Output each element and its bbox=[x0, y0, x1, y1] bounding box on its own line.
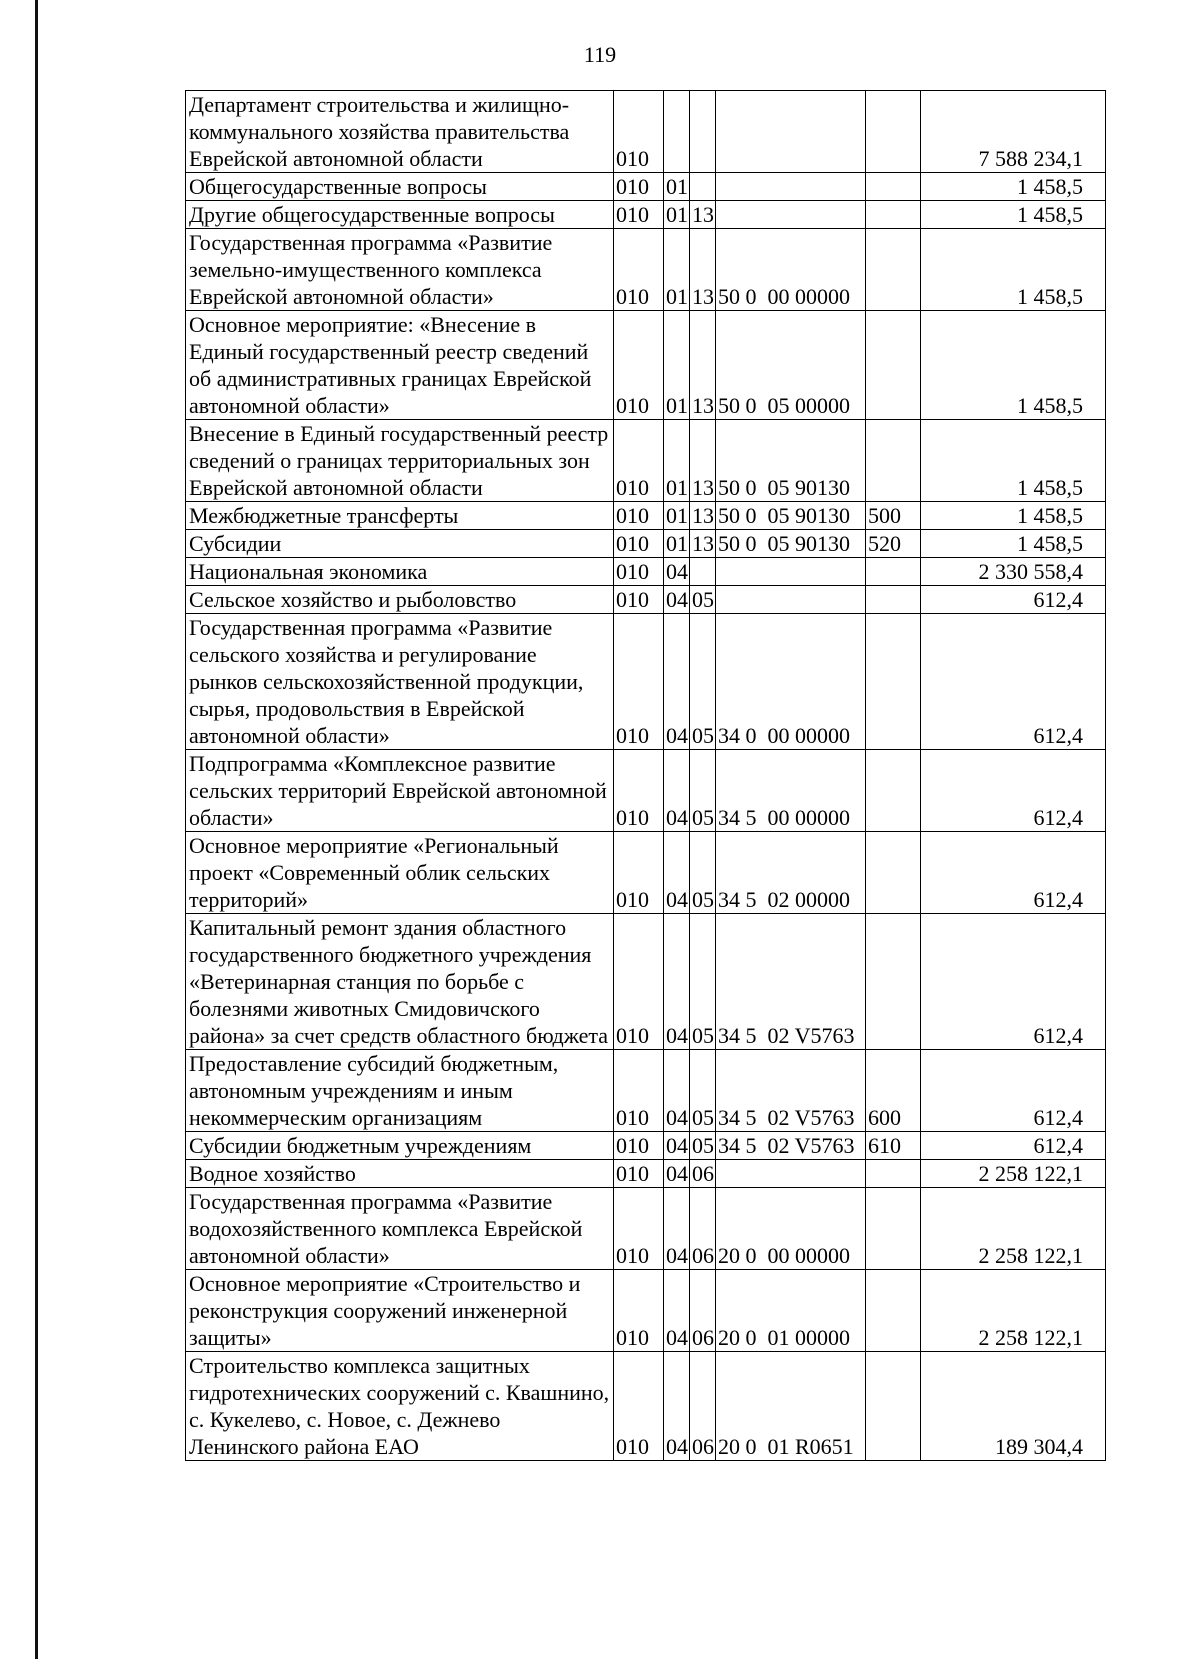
row-grbs-code: 010 bbox=[614, 201, 664, 229]
row-amount: 189 304,4 bbox=[921, 1352, 1106, 1461]
row-grbs-code: 010 bbox=[614, 91, 664, 173]
row-subsection-code: 05 bbox=[690, 914, 716, 1050]
row-expense-type-code bbox=[866, 586, 921, 614]
row-grbs-code: 010 bbox=[614, 558, 664, 586]
row-section-code: 04 bbox=[664, 914, 690, 1050]
row-subsection-code: 06 bbox=[690, 1270, 716, 1352]
row-name: Субсидии бюджетным учреждениям bbox=[186, 1132, 614, 1160]
row-target-article-code: 20 0 00 00000 bbox=[716, 1188, 866, 1270]
row-target-article-code bbox=[716, 558, 866, 586]
row-subsection-code: 13 bbox=[690, 201, 716, 229]
row-expense-type-code bbox=[866, 914, 921, 1050]
row-expense-type-code bbox=[866, 91, 921, 173]
row-target-article-code: 50 0 05 90130 bbox=[716, 420, 866, 502]
row-amount: 612,4 bbox=[921, 832, 1106, 914]
row-subsection-code: 06 bbox=[690, 1352, 716, 1461]
row-grbs-code: 010 bbox=[614, 914, 664, 1050]
row-grbs-code: 010 bbox=[614, 1160, 664, 1188]
row-expense-type-code bbox=[866, 1188, 921, 1270]
row-amount: 1 458,5 bbox=[921, 201, 1106, 229]
row-subsection-code: 13 bbox=[690, 229, 716, 311]
row-name: Внесение в Единый государственный реестр сведений о границах территориальных зон Еврейской автономной области bbox=[186, 420, 614, 502]
row-section-code: 04 bbox=[664, 1160, 690, 1188]
row-section-code: 04 bbox=[664, 1132, 690, 1160]
row-expense-type-code bbox=[866, 1352, 921, 1461]
row-name: Межбюджетные трансферты bbox=[186, 502, 614, 530]
row-grbs-code: 010 bbox=[614, 614, 664, 750]
row-section-code: 01 bbox=[664, 530, 690, 558]
row-expense-type-code bbox=[866, 558, 921, 586]
row-grbs-code: 010 bbox=[614, 1050, 664, 1132]
table-row bbox=[186, 173, 1106, 201]
row-section-code: 01 bbox=[664, 201, 690, 229]
row-expense-type-code: 520 bbox=[866, 530, 921, 558]
table-row bbox=[186, 1160, 1106, 1188]
row-amount: 612,4 bbox=[921, 586, 1106, 614]
table-row bbox=[186, 750, 1106, 832]
scan-edge-line bbox=[35, 0, 38, 1659]
row-subsection-code: 05 bbox=[690, 1050, 716, 1132]
row-name: Общегосударственные вопросы bbox=[186, 173, 614, 201]
row-target-article-code: 34 5 02 00000 bbox=[716, 832, 866, 914]
row-target-article-code: 34 5 02 V5763 bbox=[716, 1132, 866, 1160]
page-number: 119 bbox=[583, 42, 617, 67]
table-row bbox=[186, 558, 1106, 586]
row-target-article-code bbox=[716, 586, 866, 614]
table-row bbox=[186, 832, 1106, 914]
table-row bbox=[186, 586, 1106, 614]
row-section-code: 01 bbox=[664, 229, 690, 311]
row-amount: 2 330 558,4 bbox=[921, 558, 1106, 586]
row-name: Национальная экономика bbox=[186, 558, 614, 586]
row-name: Другие общегосударственные вопросы bbox=[186, 201, 614, 229]
row-amount: 1 458,5 bbox=[921, 229, 1106, 311]
row-name: Сельское хозяйство и рыболовство bbox=[186, 586, 614, 614]
row-name: Государственная программа «Развитие земельно-имущественного комплекса Еврейской автономной области» bbox=[186, 229, 614, 311]
table-row bbox=[186, 1132, 1106, 1160]
row-amount: 1 458,5 bbox=[921, 530, 1106, 558]
row-amount: 2 258 122,1 bbox=[921, 1270, 1106, 1352]
row-amount: 1 458,5 bbox=[921, 311, 1106, 420]
row-subsection-code: 05 bbox=[690, 750, 716, 832]
row-grbs-code: 010 bbox=[614, 1132, 664, 1160]
row-grbs-code: 010 bbox=[614, 229, 664, 311]
budget-table bbox=[185, 90, 1106, 1461]
table-row bbox=[186, 530, 1106, 558]
row-name: Государственная программа «Развитие водохозяйственного комплекса Еврейской автономной области» bbox=[186, 1188, 614, 1270]
row-name: Основное мероприятие: «Внесение в Единый государственный реестр сведений об административных границах Еврейской автономной области» bbox=[186, 311, 614, 420]
row-amount: 612,4 bbox=[921, 1132, 1106, 1160]
row-target-article-code: 34 0 00 00000 bbox=[716, 614, 866, 750]
row-amount: 1 458,5 bbox=[921, 502, 1106, 530]
row-expense-type-code bbox=[866, 1160, 921, 1188]
budget-table-body bbox=[186, 91, 1106, 1461]
row-expense-type-code bbox=[866, 173, 921, 201]
row-subsection-code: 06 bbox=[690, 1188, 716, 1270]
row-expense-type-code bbox=[866, 750, 921, 832]
row-target-article-code bbox=[716, 1160, 866, 1188]
row-section-code: 04 bbox=[664, 832, 690, 914]
row-amount: 612,4 bbox=[921, 914, 1106, 1050]
row-grbs-code: 010 bbox=[614, 750, 664, 832]
row-section-code: 04 bbox=[664, 1188, 690, 1270]
row-section-code: 01 bbox=[664, 311, 690, 420]
row-target-article-code bbox=[716, 201, 866, 229]
row-target-article-code: 20 0 01 R0651 bbox=[716, 1352, 866, 1461]
table-row bbox=[186, 229, 1106, 311]
row-expense-type-code bbox=[866, 832, 921, 914]
row-target-article-code: 20 0 01 00000 bbox=[716, 1270, 866, 1352]
row-section-code bbox=[664, 91, 690, 173]
table-row bbox=[186, 1352, 1106, 1461]
table-row bbox=[186, 502, 1106, 530]
row-name: Капитальный ремонт здания областного государственного бюджетного учреждения «Ветеринарная станция по борьбе с болезнями животных Смидовичского района» за счет средств областного бюджета bbox=[186, 914, 614, 1050]
row-name: Строительство комплекса защитных гидротехнических сооружений с. Квашнино, с. Кукелево, с. Новое, с. Дежнево Ленинского района ЕАО bbox=[186, 1352, 614, 1461]
row-name: Департамент строительства и жилищно-коммунального хозяйства правительства Еврейской автономной области bbox=[186, 91, 614, 173]
row-expense-type-code bbox=[866, 420, 921, 502]
row-expense-type-code bbox=[866, 311, 921, 420]
row-section-code: 04 bbox=[664, 614, 690, 750]
row-subsection-code: 06 bbox=[690, 1160, 716, 1188]
row-section-code: 01 bbox=[664, 420, 690, 502]
row-grbs-code: 010 bbox=[614, 530, 664, 558]
table-row bbox=[186, 914, 1106, 1050]
row-grbs-code: 010 bbox=[614, 586, 664, 614]
row-name: Водное хозяйство bbox=[186, 1160, 614, 1188]
row-name: Предоставление субсидий бюджетным, автономным учреждениям и иным некоммерческим организациям bbox=[186, 1050, 614, 1132]
row-amount: 612,4 bbox=[921, 1050, 1106, 1132]
row-grbs-code: 010 bbox=[614, 420, 664, 502]
row-expense-type-code bbox=[866, 201, 921, 229]
row-name: Основное мероприятие «Региональный проект «Современный облик сельских территорий» bbox=[186, 832, 614, 914]
row-name: Основное мероприятие «Строительство и реконструкция сооружений инженерной защиты» bbox=[186, 1270, 614, 1352]
row-subsection-code: 05 bbox=[690, 832, 716, 914]
row-section-code: 01 bbox=[664, 173, 690, 201]
table-row bbox=[186, 420, 1106, 502]
row-section-code: 04 bbox=[664, 558, 690, 586]
table-row bbox=[186, 614, 1106, 750]
row-section-code: 04 bbox=[664, 586, 690, 614]
row-expense-type-code bbox=[866, 1270, 921, 1352]
row-grbs-code: 010 bbox=[614, 173, 664, 201]
row-expense-type-code: 500 bbox=[866, 502, 921, 530]
row-section-code: 01 bbox=[664, 502, 690, 530]
row-section-code: 04 bbox=[664, 1270, 690, 1352]
row-expense-type-code: 610 bbox=[866, 1132, 921, 1160]
row-amount: 1 458,5 bbox=[921, 420, 1106, 502]
row-target-article-code bbox=[716, 173, 866, 201]
table-row bbox=[186, 201, 1106, 229]
table-row bbox=[186, 1188, 1106, 1270]
row-target-article-code: 50 0 05 00000 bbox=[716, 311, 866, 420]
row-grbs-code: 010 bbox=[614, 1188, 664, 1270]
row-expense-type-code bbox=[866, 229, 921, 311]
row-amount: 1 458,5 bbox=[921, 173, 1106, 201]
row-subsection-code: 13 bbox=[690, 420, 716, 502]
row-expense-type-code bbox=[866, 614, 921, 750]
row-subsection-code bbox=[690, 558, 716, 586]
row-grbs-code: 010 bbox=[614, 311, 664, 420]
row-amount: 2 258 122,1 bbox=[921, 1188, 1106, 1270]
row-subsection-code: 13 bbox=[690, 502, 716, 530]
row-grbs-code: 010 bbox=[614, 1352, 664, 1461]
table-row bbox=[186, 91, 1106, 173]
row-subsection-code bbox=[690, 91, 716, 173]
row-grbs-code: 010 bbox=[614, 502, 664, 530]
row-target-article-code: 50 0 05 90130 bbox=[716, 530, 866, 558]
row-amount: 7 588 234,1 bbox=[921, 91, 1106, 173]
row-target-article-code: 50 0 05 90130 bbox=[716, 502, 866, 530]
row-target-article-code bbox=[716, 91, 866, 173]
row-subsection-code: 05 bbox=[690, 1132, 716, 1160]
row-section-code: 04 bbox=[664, 1352, 690, 1461]
row-grbs-code: 010 bbox=[614, 1270, 664, 1352]
row-expense-type-code: 600 bbox=[866, 1050, 921, 1132]
row-amount: 612,4 bbox=[921, 614, 1106, 750]
row-target-article-code: 34 5 02 V5763 bbox=[716, 1050, 866, 1132]
row-amount: 2 258 122,1 bbox=[921, 1160, 1106, 1188]
row-section-code: 04 bbox=[664, 750, 690, 832]
row-name: Подпрограмма «Комплексное развитие сельских территорий Еврейской автономной области» bbox=[186, 750, 614, 832]
row-target-article-code: 34 5 02 V5763 bbox=[716, 914, 866, 1050]
row-subsection-code bbox=[690, 173, 716, 201]
row-target-article-code: 50 0 00 00000 bbox=[716, 229, 866, 311]
row-section-code: 04 bbox=[664, 1050, 690, 1132]
row-name: Государственная программа «Развитие сельского хозяйства и регулирование рынков сельскохозяйственной продукции, сырья, продовольствия в Еврейской автономной области» bbox=[186, 614, 614, 750]
row-name: Субсидии bbox=[186, 530, 614, 558]
row-target-article-code: 34 5 00 00000 bbox=[716, 750, 866, 832]
table-row bbox=[186, 1050, 1106, 1132]
table-row bbox=[186, 1270, 1106, 1352]
row-subsection-code: 05 bbox=[690, 614, 716, 750]
row-amount: 612,4 bbox=[921, 750, 1106, 832]
row-subsection-code: 05 bbox=[690, 586, 716, 614]
table-row bbox=[186, 311, 1106, 420]
row-grbs-code: 010 bbox=[614, 832, 664, 914]
row-subsection-code: 13 bbox=[690, 530, 716, 558]
row-subsection-code: 13 bbox=[690, 311, 716, 420]
